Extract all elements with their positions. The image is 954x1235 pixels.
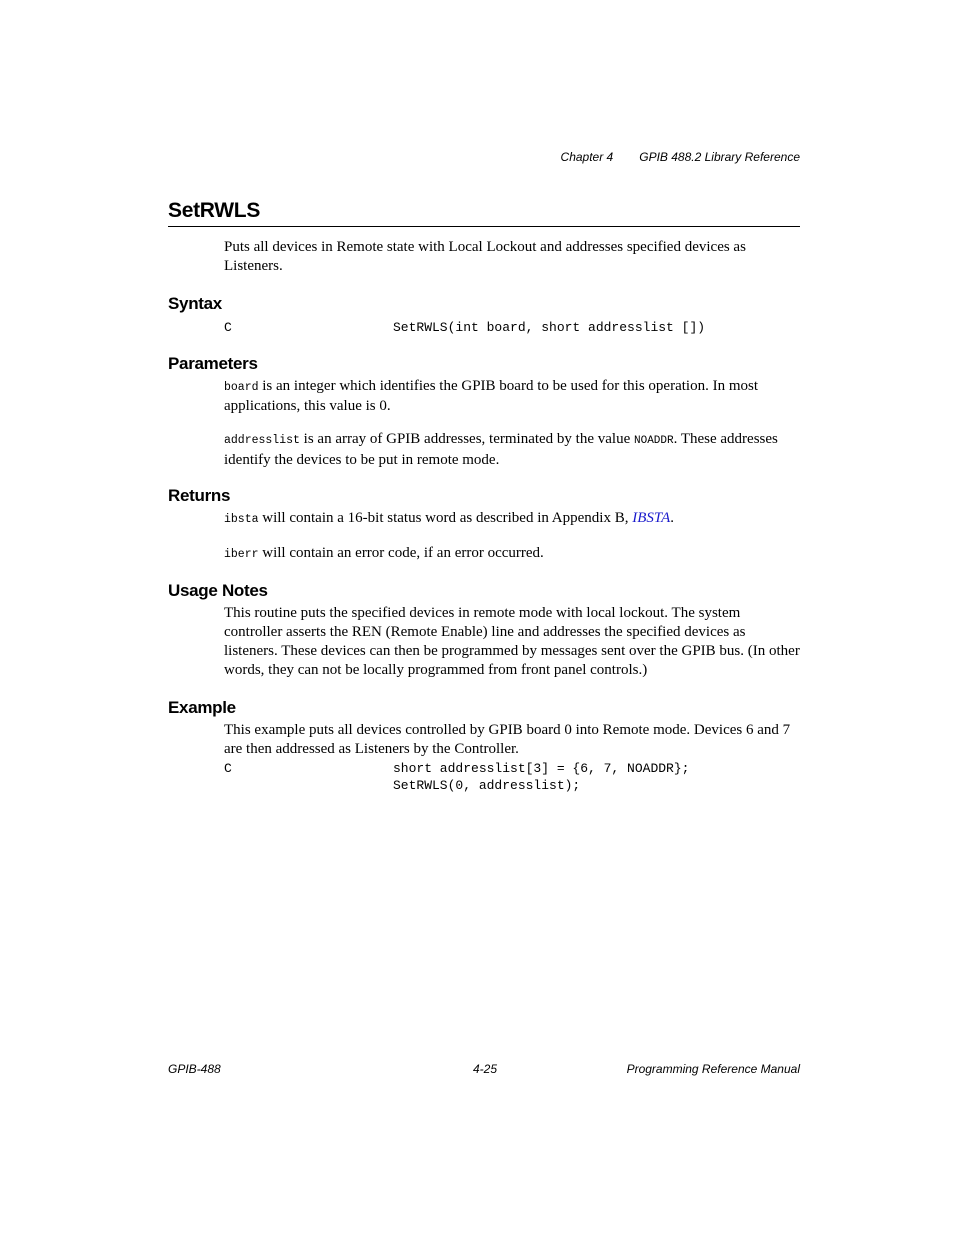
ibsta-link[interactable]: IBSTA <box>632 510 671 526</box>
syntax-code: SetRWLS(int board, short addresslist []) <box>393 320 706 335</box>
example-code-line-2: SetRWLS(0, addresslist); <box>393 778 581 793</box>
param-board-name: board <box>224 381 259 394</box>
syntax-heading: Syntax <box>168 294 222 313</box>
example-code-line-1: short addresslist[3] = {6, 7, NOADDR}; <box>393 761 690 776</box>
header-section: GPIB 488.2 Library Reference <box>639 150 800 164</box>
page-title: SetRWLS <box>168 199 261 222</box>
param-board-text: is an integer which identifies the GPIB board to be used for this operation. In most applications, this value is 0. <box>224 378 758 414</box>
ibsta-name: ibsta <box>224 513 259 526</box>
example-paragraph: This example puts all devices controlled by GPIB board 0 into Remote mode. Devices 6 and 7 are then addressed as Listeners by the Controller. <box>224 722 791 757</box>
intro-paragraph: Puts all devices in Remote state with Local Lockout and addresses specified devices as Listeners. <box>224 239 746 274</box>
parameters-heading: Parameters <box>168 354 258 373</box>
footer-left: GPIB-488 <box>168 1062 221 1076</box>
returns-ibsta-paragraph <box>224 509 800 529</box>
syntax-language: C <box>224 320 232 335</box>
param-addresslist-text1: is an array of GPIB addresses, terminated by the value <box>299 431 634 447</box>
usage-notes-paragraph: This routine puts the specified devices in remote mode with local lockout. The system controller asserts the REN (Remote Enable) line and addresses the specified devices as listeners. These devices can then be programmed by messages sent over the GPIB bus. (In other words, they can not be locally programmed from front panel controls.) <box>224 605 800 678</box>
example-language: C <box>224 761 232 776</box>
usage-notes-heading: Usage Notes <box>168 581 268 600</box>
returns-heading: Returns <box>168 486 231 505</box>
returns-iberr-paragraph <box>224 544 800 564</box>
ibsta-text: will contain a 16-bit status word as described in Appendix B, <box>258 510 633 526</box>
param-addresslist-paragraph <box>224 430 800 470</box>
footer-page-number: 4-25 <box>473 1062 498 1076</box>
footer-right: Programming Reference Manual <box>626 1062 800 1076</box>
noaddr-constant: NOADDR <box>634 435 674 447</box>
ibsta-end: . <box>670 510 675 526</box>
running-header <box>561 150 800 164</box>
param-addresslist-name: addresslist <box>224 434 300 447</box>
header-chapter: Chapter 4 <box>560 150 614 164</box>
iberr-name: iberr <box>224 548 259 561</box>
function-title-block <box>168 198 800 227</box>
param-addresslist-text2: . These addresses identify the devices to be put in remote mode. <box>224 431 778 468</box>
iberr-text: will contain an error code, if an error occurred. <box>258 545 544 561</box>
param-board-paragraph <box>224 377 800 416</box>
example-heading: Example <box>168 698 236 717</box>
